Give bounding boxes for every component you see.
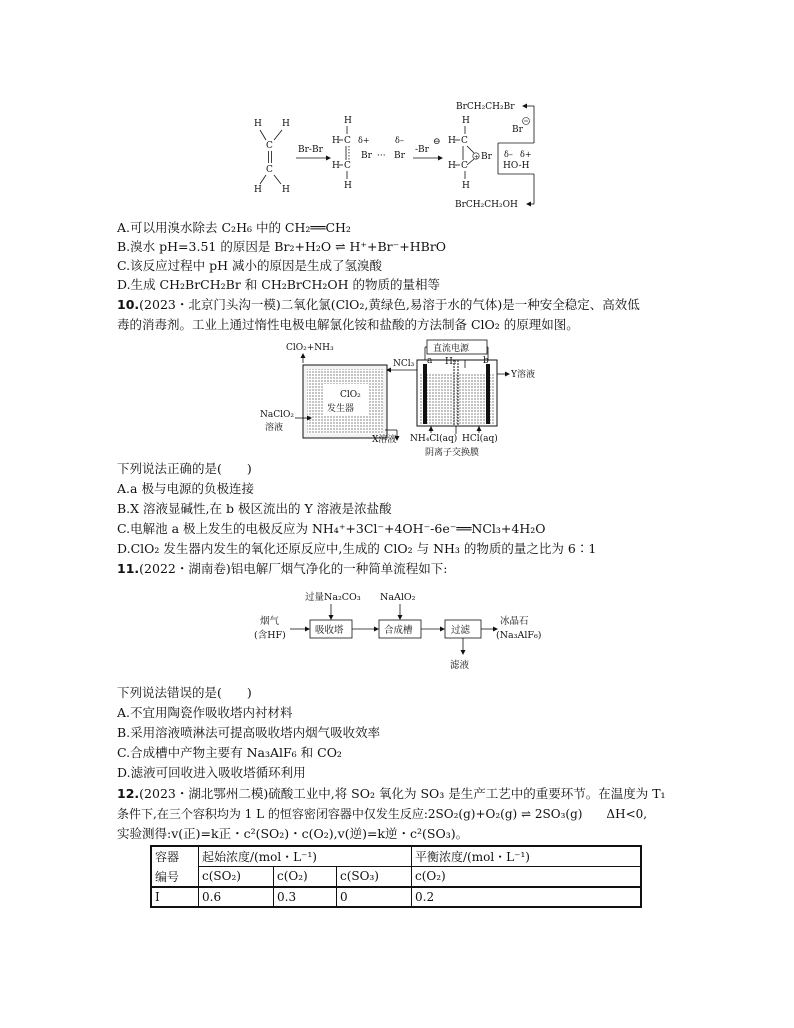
ethylene-h4: H — [282, 185, 290, 195]
gas-out-label: ClO₂+NH₃ — [286, 343, 334, 353]
flow-chart-figure — [250, 584, 550, 674]
step2-label: -Br — [415, 145, 429, 155]
header-initial: 起始浓度/(mol・L⁻¹) — [199, 846, 412, 867]
subheader-c-o2: c(O₂) — [274, 867, 337, 887]
int1-h-left2: H — [332, 161, 340, 171]
generator-label-2: 发生器 — [327, 404, 355, 414]
int2-br: Br — [481, 152, 492, 162]
subheader-c-so2: c(SO₂) — [199, 867, 274, 887]
hcl-label: HCl(aq) — [462, 434, 498, 444]
flow-box-filter: 过滤 — [451, 625, 471, 636]
flow-box-absorber: 吸收塔 — [315, 625, 344, 636]
int2-h-left2: H — [448, 161, 456, 171]
electrolysis-figure — [255, 338, 540, 460]
int2-h-bottom: H — [462, 181, 470, 191]
flow-reagent-naalo2: NaAlO₂ — [380, 592, 416, 603]
table-subheader-row — [151, 867, 641, 887]
int1-h-top: H — [344, 116, 352, 126]
q11-option-a[interactable]: A.不宜用陶瓷作吸收塔内衬材料 — [117, 705, 293, 720]
q10-stem-line1: 10.(2023・北京门头沟一模)二氧化氯(ClO₂,黄绿色,易溶于水的气体)是一种安全稳定、高效低 — [117, 297, 640, 312]
electrode-b-label: b — [483, 356, 489, 366]
x-solution-label: X溶液 — [372, 435, 397, 445]
y-solution-label: Y溶液 — [511, 370, 535, 380]
q10-question: 下列说法正确的是( ) — [117, 461, 252, 476]
q10-number: 10. — [117, 297, 140, 312]
q12-stem-line2: 条件下,在三个容积均为 1 L 的恒容密闭容器中仅发生反应:2SO₂(g)+O₂(g) ⇌ 2SO₃(g) ΔH<0, — [117, 807, 648, 821]
h2-label: H₂ — [445, 357, 457, 367]
flow-box-synthesis: 合成槽 — [384, 625, 413, 636]
flow-input-1: 烟气 — [260, 616, 280, 627]
header-container-2: 编号 — [151, 867, 199, 887]
int1-h-left1: H — [332, 136, 340, 146]
table-row — [151, 887, 641, 907]
flow-reagent-na2co3: 过量Na₂CO₃ — [305, 592, 361, 603]
int1-br-dots: ··· — [377, 151, 386, 161]
q11-source: (2022・湖南卷) — [139, 561, 231, 576]
ethylene-c1: C — [266, 141, 273, 151]
delta-plus-1: δ+ — [358, 136, 370, 145]
int2-c2: C — [461, 161, 468, 171]
water-label: HO-H — [503, 161, 530, 171]
q12-source: (2023・湖北鄂州二模) — [139, 786, 269, 801]
ethylene-h2: H — [282, 119, 290, 129]
q10-stem-line2: 毒的消毒剂。工业上通过惰性电极电解氯化铵和盐酸的方法制备 ClO₂ 的原理如图。 — [117, 317, 579, 332]
cell-value: 0.3 — [274, 887, 337, 907]
ethylene-h3: H — [254, 185, 262, 195]
delta-minus-1: δ– — [395, 136, 404, 145]
int2-h-left1: H — [448, 136, 456, 146]
q10-option-d[interactable]: D.ClO₂ 发生器内发生的氧化还原反应中,生成的 ClO₂ 与 NH₃ 的物质的量之比为 6∶1 — [117, 541, 597, 556]
q11-question: 下列说法错误的是( ) — [117, 685, 252, 700]
q11-stem: 11.(2022・湖南卷)铝电解厂烟气净化的一种简单流程如下: — [117, 561, 448, 576]
q10-option-b[interactable]: B.X 溶液显碱性,在 b 极区流出的 Y 溶液是浓盐酸 — [117, 501, 392, 516]
int2-c1: C — [461, 136, 468, 146]
q9-option-c[interactable]: C.该反应过程中 pH 减小的原因是生成了氢溴酸 — [117, 258, 382, 273]
q12-stem-line3: 实验测得:v(正)=k正・c²(SO₂)・c(O₂),v(逆)=k逆・c²(SO₃)。 — [117, 826, 469, 841]
delta-minus-2: δ– — [504, 150, 513, 159]
int1-br2: Br — [394, 151, 405, 161]
flow-output-2: (Na₃AlF₆) — [496, 630, 542, 641]
ethylene-h1: H — [254, 119, 262, 129]
nh4cl-label: NH₄Cl(aq) — [410, 434, 458, 444]
subheader-c-so3: c(SO₃) — [337, 867, 412, 887]
table-header-row — [151, 846, 641, 867]
q9-option-d[interactable]: D.生成 CH₂BrCH₂Br 和 CH₂BrCH₂OH 的物质的量相等 — [117, 277, 440, 292]
cell-value: 0 — [337, 887, 412, 907]
header-container-1: 容器 — [151, 846, 199, 867]
membrane-label: 阴离子交换膜 — [425, 448, 480, 458]
q11-option-c[interactable]: C.合成槽中产物主要有 Na₃AlF₆ 和 CO₂ — [117, 745, 342, 760]
int2-h-top: H — [462, 116, 470, 126]
flow-output-1: 冰晶石 — [500, 616, 529, 627]
int1-c1: C — [344, 136, 351, 146]
q10-option-a[interactable]: A.a 极与电源的负极连接 — [117, 481, 254, 496]
int1-c2: C — [344, 161, 351, 171]
naclo2-label-1: NaClO₂ — [260, 410, 294, 420]
q12-data-table — [150, 845, 642, 908]
q10-option-c[interactable]: C.电解池 a 极上发生的电极反应为 NH₄⁺+3Cl⁻+4OH⁻-6e⁻══NCl₃+4H₂O — [117, 521, 546, 536]
q12-stem-line1: 12.(2023・湖北鄂州二模)硫酸工业中,将 SO₂ 氧化为 SO₃ 是生产工艺中的重要环节。在温度为 T₁ — [117, 786, 666, 801]
q10-source: (2023・北京门头沟一模) — [139, 297, 281, 312]
step1-label: Br-Br — [298, 145, 323, 155]
cell-value: 0.2 — [412, 887, 642, 907]
generator-label-1: ClO₂ — [340, 390, 361, 400]
bromination-mechanism-figure — [250, 98, 550, 210]
flow-input-2: (含HF) — [254, 630, 286, 641]
power-supply-label: 直流电源 — [433, 344, 470, 354]
svg-text:+: + — [474, 154, 480, 161]
step2-charge: ⊖ — [433, 137, 441, 147]
row-id: Ⅰ — [151, 887, 199, 907]
q9-option-b[interactable]: B.溴水 pH=3.51 的原因是 Br₂+H₂O ⇌ H⁺+Br⁻+HBrO — [117, 239, 447, 254]
header-equilibrium: 平衡浓度/(mol・L⁻¹) — [412, 846, 642, 867]
q11-option-b[interactable]: B.采用溶液喷淋法可提高吸收塔内烟气吸收效率 — [117, 725, 381, 740]
ethylene-c2: C — [266, 165, 273, 175]
q12-number: 12. — [117, 786, 140, 801]
naclo2-label-2: 溶液 — [265, 423, 284, 433]
q11-option-d[interactable]: D.滤液可回收进入吸收塔循环利用 — [117, 765, 306, 780]
electrode-a-label: a — [427, 356, 433, 366]
q11-number: 11. — [117, 561, 140, 576]
int1-h-bottom: H — [344, 181, 352, 191]
product-bromoethanol: BrCH₂CH₂OH — [455, 200, 518, 210]
q9-option-a[interactable]: A.可以用溴水除去 C₂H₆ 中的 CH₂══CH₂ — [117, 220, 351, 235]
ncl3-label: NCl₃ — [393, 359, 415, 369]
product-dibromide: BrCH₂CH₂Br — [456, 102, 515, 112]
delta-plus-2: δ+ — [520, 150, 532, 159]
int1-br: Br — [361, 151, 372, 161]
bromide-anion: Br — [512, 125, 523, 135]
subheader-eq-c-o2: c(O₂) — [412, 867, 642, 887]
flow-filtrate: 滤液 — [450, 660, 470, 671]
cell-value: 0.6 — [199, 887, 274, 907]
